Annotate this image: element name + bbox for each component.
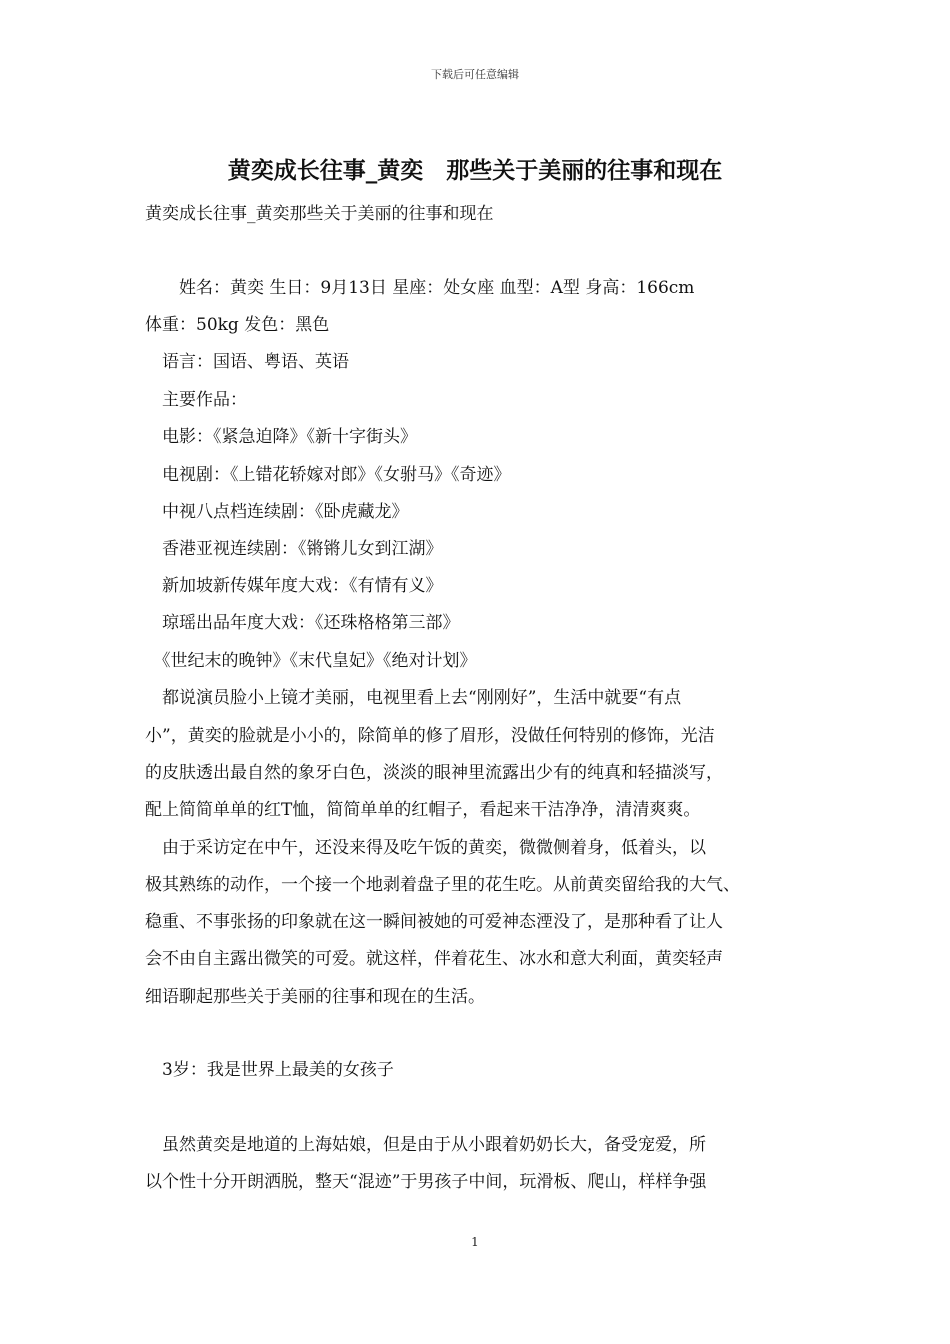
profile-language: 语言：国语、粤语、英语 bbox=[145, 352, 349, 372]
profile-singapore: 新加坡新传媒年度大戏：《有情有义》 bbox=[145, 576, 443, 596]
paragraph-2-line: 稳重、不事张扬的印象就在这一瞬间被她的可爱神态湮没了，是那种看了让人 bbox=[145, 912, 723, 932]
paragraph-1-line: 小”，黄奕的脸就是小小的，除简单的修了眉形，没做任何特别的修饰，光洁 bbox=[145, 726, 715, 746]
profile-works-heading: 主要作品： bbox=[145, 390, 247, 410]
profile-tv: 电视剧：《上错花轿嫁对郎》《女驸马》《奇迹》 bbox=[145, 465, 511, 485]
profile-line-1: 姓名：黄奕 生日：9月13日 星座：处女座 血型：A型 身高：166cm bbox=[145, 278, 695, 298]
page-number: 1 bbox=[471, 1235, 479, 1249]
profile-others: 《世纪末的晚钟》《末代皇妃》《绝对计划》 bbox=[145, 651, 477, 671]
paragraph-1-line: 配上简简单单的红T恤，简简单单的红帽子，看起来干洁净净，清清爽爽。 bbox=[145, 800, 701, 820]
profile-films: 电影：《紧急迫降》《新十字街头》 bbox=[145, 427, 417, 447]
paragraph-1-line: 都说演员脸小上镜才美丽，电视里看上去“刚刚好”，生活中就要“有点 bbox=[145, 688, 682, 708]
paragraph-2-line: 极其熟练的动作，一个接一个地剥着盘子里的花生吃。从前黄奕留给我的大气、 bbox=[145, 875, 740, 895]
section-heading: 3岁：我是世界上最美的女孩子 bbox=[145, 1060, 394, 1080]
profile-qiongyao: 琼瑶出品年度大戏：《还珠格格第三部》 bbox=[145, 613, 460, 633]
article-title: 黄奕成长往事_黄奕 那些关于美丽的往事和现在 bbox=[227, 158, 723, 184]
paragraph-1-line: 的皮肤透出最自然的象牙白色，淡淡的眼神里流露出少有的纯真和轻描淡写， bbox=[145, 763, 723, 783]
paragraph-2-line: 细语聊起那些关于美丽的往事和现在的生活。 bbox=[145, 987, 485, 1007]
profile-line-2: 体重：50kg 发色：黑色 bbox=[145, 315, 330, 335]
paragraph-3-line: 虽然黄奕是地道的上海姑娘，但是由于从小跟着奶奶长大，备受宠爱，所 bbox=[145, 1135, 706, 1155]
paragraph-3-line: 以个性十分开朗洒脱，整天“混迹”于男孩子中间，玩滑板、爬山，样样争强 bbox=[145, 1172, 707, 1192]
article-subtitle: 黄奕成长往事_黄奕那些关于美丽的往事和现在 bbox=[145, 204, 494, 224]
profile-hk-atv: 香港亚视连续剧：《锵锵儿女到江湖》 bbox=[145, 539, 443, 559]
paragraph-2-line: 由于采访定在中午，还没来得及吃午饭的黄奕，微微侧着身，低着头，以 bbox=[145, 838, 706, 858]
page-header-note: 下载后可任意编辑 bbox=[431, 68, 519, 81]
profile-cctv: 中视八点档连续剧：《卧虎藏龙》 bbox=[145, 502, 409, 522]
paragraph-2-line: 会不由自主露出微笑的可爱。就这样，伴着花生、冰水和意大利面，黄奕轻声 bbox=[145, 949, 723, 969]
